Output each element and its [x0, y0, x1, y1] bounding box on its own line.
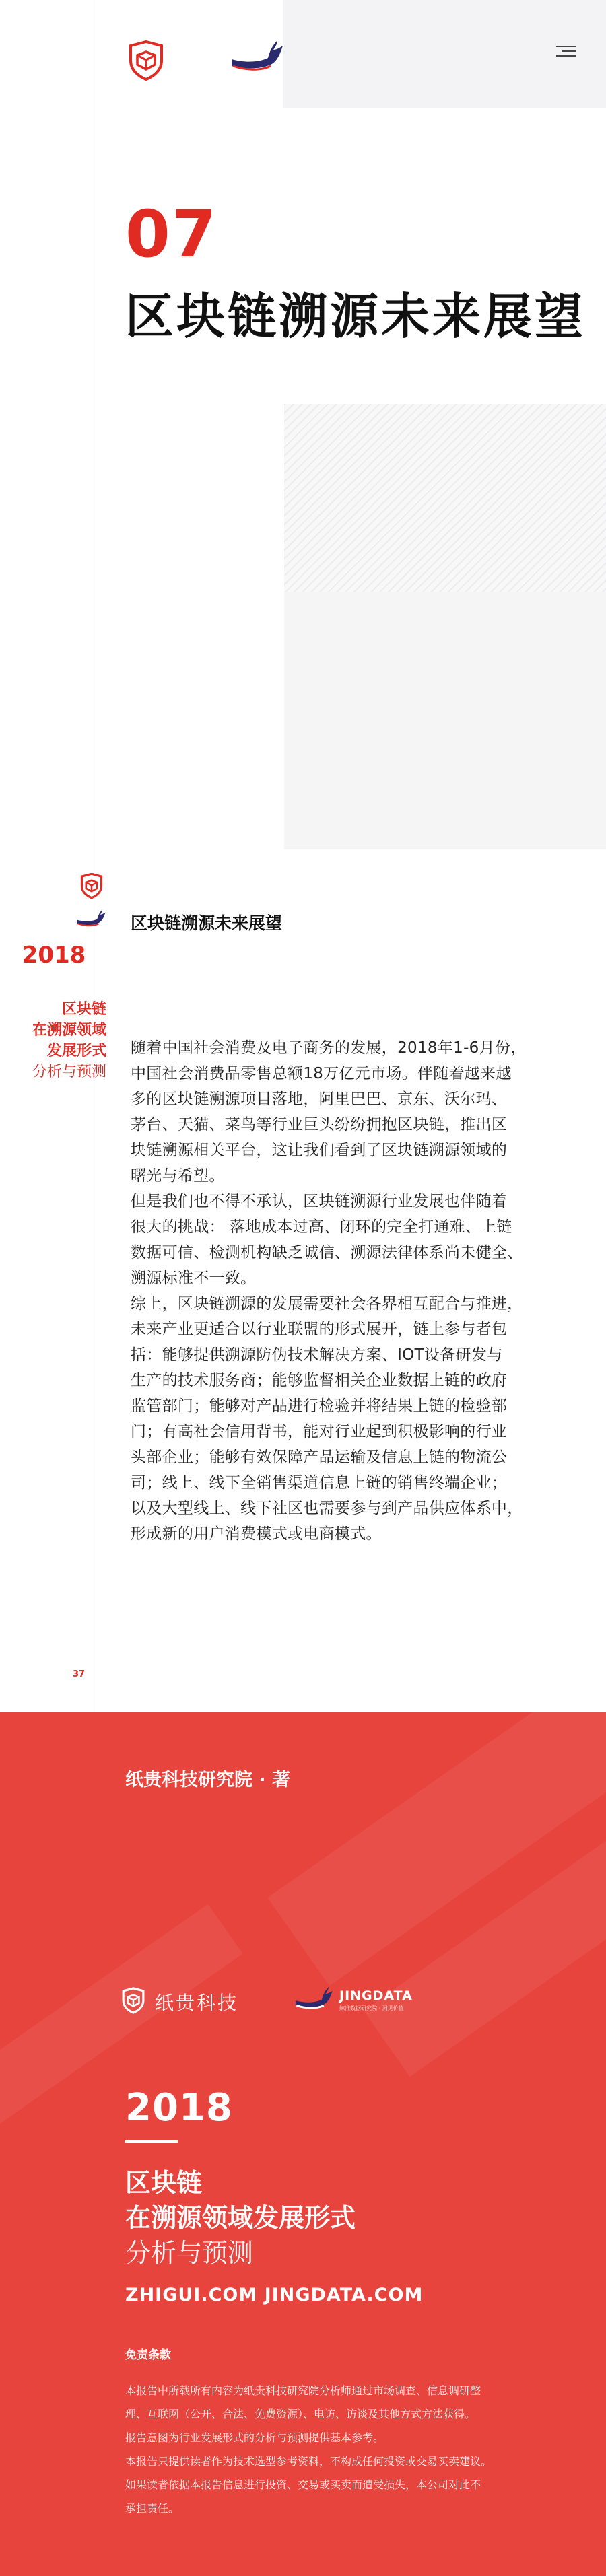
content-page [0, 849, 606, 1712]
section-heading: 区块链溯源未来展望 [131, 913, 283, 933]
text-line: 数据可信、检测机构缺乏诚信、溯源法律体系尚未健全、 [131, 1244, 523, 1261]
text-line: 括：能够提供溯源防伪技术解决方案、IOT设备研发与 [131, 1346, 503, 1364]
disclaimer-line: 如果读者依据本报告信息进行投资、交易或买卖而遭受损失，本公司对此不 [125, 2478, 481, 2491]
jingdata-logo-text: JINGDATA [339, 1988, 413, 2003]
page-number: 37 [73, 1669, 86, 1679]
disclaimer-text [125, 2379, 583, 2520]
text-line: 茅台、天猫、菜鸟等行业巨头纷纷拥抱区块链，推出区 [131, 1116, 508, 1134]
chapter-number: 07 [125, 197, 218, 272]
hatched-block [284, 404, 606, 592]
text-line: 块链溯源相关平台，这让我们看到了区块链溯源领域的 [131, 1142, 508, 1159]
whale-logo-icon [75, 909, 108, 929]
disclaimer-line: 本报告中所载所有内容为纸贵科技研究院分析师通过市场调查、信息调研整 [125, 2384, 481, 2397]
cover-title-line: 在溯源领域发展形式 [125, 2203, 356, 2233]
gray-block [284, 592, 606, 849]
text-line: 未来产业更适合以行业联盟的形式展开，链上参与者包 [131, 1321, 508, 1338]
cover-subtitle: 分析与预测 [125, 2238, 254, 2268]
paragraph [131, 1035, 582, 1189]
sidebar-line: 发展形式 [46, 1043, 106, 1059]
text-line: 监管部门；能够对产品进行检验并将结果上链的检验部 [131, 1397, 508, 1415]
text-line: 随着中国社会消费及电子商务的发展，2018年1-6月份， [131, 1039, 527, 1057]
zhigui-logo-text: 纸贵科技 [155, 1992, 239, 2014]
paragraph [131, 1189, 582, 1291]
cover-year: 2018 [125, 2086, 233, 2130]
text-line: 曙光与希望。 [131, 1167, 225, 1185]
disclaimer-line: 承担责任。 [125, 2502, 180, 2515]
disclaimer-line: 理、互联网（公开、合法、免费资源）、电访、访谈及其他方式方法获得。 [125, 2408, 476, 2421]
text-line: 很大的挑战： 落地成本过高、闭环的完全打通难、上链 [131, 1218, 512, 1236]
text-line: 多的区块链溯源项目落地，阿里巴巴、京东、沃尔玛、 [131, 1090, 508, 1108]
text-line: 头部企业；能够有效保障产品运输及信息上链的物流公 [131, 1449, 508, 1466]
cover-title-line: 区块链 [125, 2168, 203, 2198]
text-line: 综上，区块链溯源的发展需要社会各界相互配合与推进， [131, 1295, 523, 1313]
text-line: 形成新的用户消费模式或电商模式。 [131, 1525, 382, 1543]
sidebar-year: 2018 [22, 942, 86, 969]
menu-icon[interactable] [556, 46, 576, 58]
zhigui-logo-icon [120, 1987, 147, 2014]
text-line: 门；有高社会信用背书，能对行业起到积极影响的行业 [131, 1423, 508, 1440]
sidebar-line: 在溯源领域 [32, 1022, 106, 1039]
text-line: 但是我们也不得不承认，区块链溯源行业发展也伴随着 [131, 1193, 508, 1210]
jingdata-logo-subtext: 鲸准数据研究院 · 洞见价值 [339, 2005, 404, 2011]
zhigui-logo-icon [78, 873, 105, 899]
whale-logo-icon [294, 1986, 335, 2013]
text-line: 生产的技术服务商；能够监督相关企业数据上链的政府 [131, 1372, 508, 1389]
disclaimer-line: 报告意图为行业发展形式的分析与预测提供基本参考。 [125, 2431, 384, 2444]
text-line: 溯源标准不一致。 [131, 1269, 257, 1287]
zhigui-logo-icon[interactable] [125, 40, 167, 81]
paragraph [131, 1291, 582, 1547]
disclaimer-line: 本报告只提供读者作为技术选型参考资料，不构成任何投资或交易买卖建议。 [125, 2455, 492, 2468]
whale-logo-icon[interactable] [229, 39, 287, 75]
sidebar-line: 分析与预测 [32, 1064, 106, 1080]
text-line: 司；线上、线下全销售渠道信息上链的销售终端企业； [131, 1474, 508, 1492]
chapter-title: 区块链溯源未来展望 [125, 288, 586, 345]
author-line: 纸贵科技研究院 · 著 [125, 1770, 291, 1790]
website-links[interactable]: ZHIGUI.COM JINGDATA.COM [125, 2285, 424, 2305]
cover-rule [125, 2140, 178, 2143]
sidebar-line: 区块链 [61, 1001, 106, 1018]
back-cover [0, 1712, 606, 2576]
chapter-opener [0, 0, 606, 849]
disclaimer-heading: 免责条款 [125, 2348, 171, 2362]
text-line: 以及大型线上、线下社区也需要参与到产品供应体系中， [131, 1500, 523, 1517]
text-line: 中国社会消费品零售总额18万亿元市场。伴随着越来越 [131, 1065, 512, 1082]
